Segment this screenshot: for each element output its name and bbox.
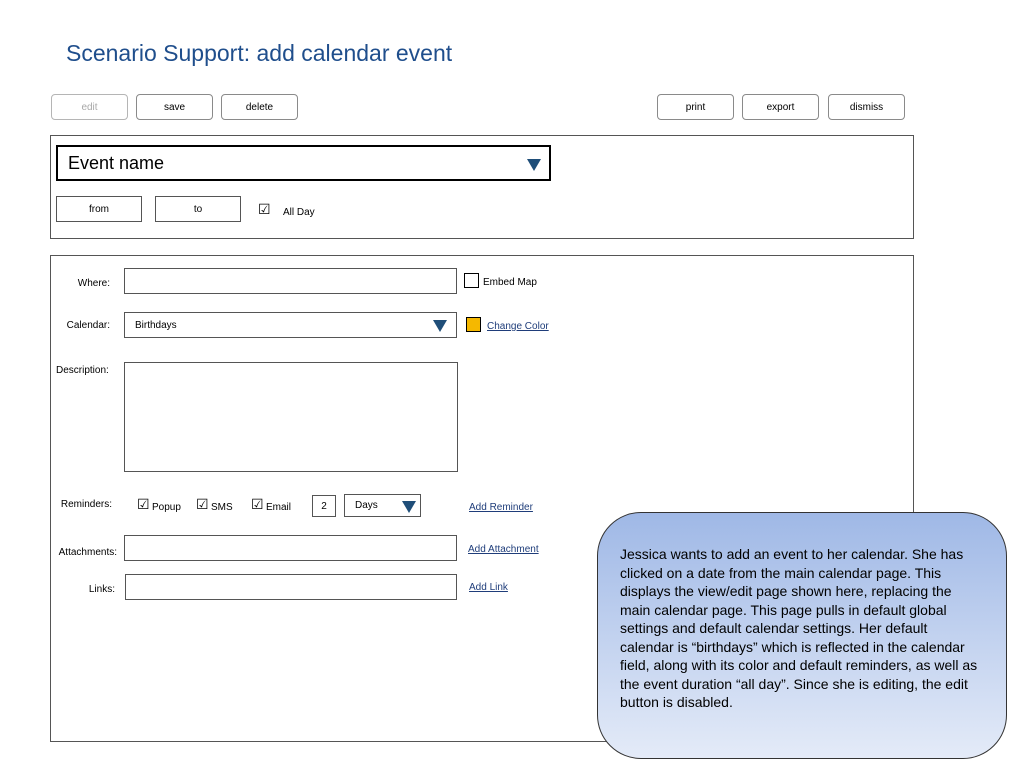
dropdown-arrow-icon[interactable]: [527, 159, 541, 171]
dismiss-button[interactable]: dismiss: [828, 94, 905, 120]
from-field[interactable]: from: [56, 196, 142, 222]
embed-map-label: Embed Map: [483, 277, 537, 288]
embed-map-checkbox[interactable]: [464, 273, 479, 288]
sms-checkbox[interactable]: ☑: [196, 497, 209, 513]
dropdown-arrow-icon[interactable]: [433, 320, 447, 332]
email-label: Email: [266, 502, 292, 513]
calendar-dropdown[interactable]: [124, 312, 457, 338]
all-day-label: All Day: [283, 207, 315, 218]
page-title: Scenario Support: add calendar event: [66, 40, 453, 66]
print-button[interactable]: print: [657, 94, 734, 120]
reminders-label: Reminders:: [60, 499, 112, 510]
sms-label: SMS: [211, 502, 233, 513]
links-label: Links:: [88, 584, 115, 595]
where-input[interactable]: [124, 268, 457, 294]
reminder-unit-value: Days: [355, 500, 378, 511]
attachments-label: Attachments:: [58, 547, 117, 558]
where-label: Where:: [77, 278, 110, 289]
email-checkbox[interactable]: ☑: [251, 497, 264, 513]
edit-button[interactable]: edit: [51, 94, 128, 120]
links-input[interactable]: [125, 574, 457, 600]
save-button[interactable]: save: [136, 94, 213, 120]
add-reminder-link[interactable]: Add Reminder: [469, 502, 533, 513]
popup-label: Popup: [152, 502, 181, 513]
reminder-amount-input[interactable]: 2: [312, 495, 336, 517]
add-attachment-link[interactable]: Add Attachment: [468, 544, 539, 555]
to-field[interactable]: to: [155, 196, 241, 222]
export-button[interactable]: export: [742, 94, 819, 120]
event-name-dropdown[interactable]: [56, 145, 551, 181]
callout-text: Jessica wants to add an event to her calendar. She has clicked on a date from the main calendar page. This displays the view/edit page shown here, replacing the main calendar page. This page pulls in default global settings and default calendar settings. Her default calendar is “birthdays” which is reflected in the calendar field, along with its color and default reminders, as well as the event duration “all day”. Since she is editing, the edit button is disabled.: [620, 546, 978, 710]
description-label: Description:: [56, 365, 109, 376]
event-name-value: Event name: [68, 152, 165, 173]
scenario-callout: [597, 512, 1007, 759]
description-textarea[interactable]: [124, 362, 458, 472]
dropdown-arrow-icon[interactable]: [402, 501, 416, 513]
delete-button[interactable]: delete: [221, 94, 298, 120]
popup-checkbox[interactable]: ☑: [137, 497, 150, 513]
reminder-unit-dropdown[interactable]: [344, 494, 421, 517]
calendar-value: Birthdays: [135, 320, 177, 331]
calendar-color-swatch[interactable]: [466, 317, 481, 332]
all-day-checkbox[interactable]: ☑: [258, 202, 271, 218]
calendar-label: Calendar:: [66, 320, 110, 331]
add-link-link[interactable]: Add Link: [469, 582, 508, 593]
change-color-link[interactable]: Change Color: [487, 321, 549, 332]
attachments-input[interactable]: [124, 535, 457, 561]
